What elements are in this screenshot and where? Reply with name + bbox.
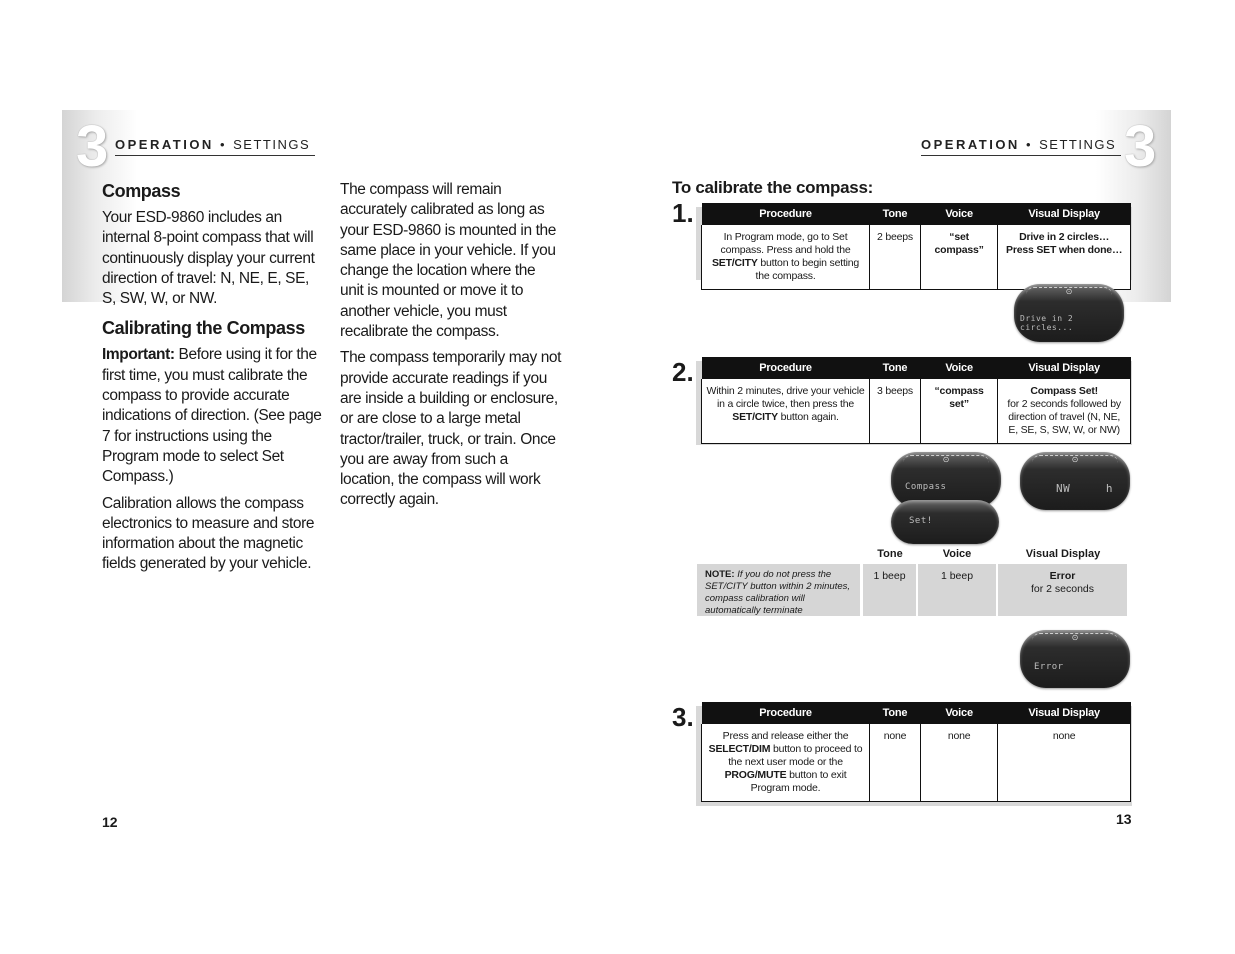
tone-header: Tone xyxy=(870,357,921,379)
visual-display-header: Visual Display xyxy=(998,702,1131,724)
note-voice-header: Voice xyxy=(942,548,972,560)
tone-cell: none xyxy=(870,724,921,802)
display-text: Error xyxy=(1034,662,1064,672)
chapter-number-left: 3 xyxy=(76,114,109,179)
note-label: NOTE: xyxy=(705,569,735,580)
tone-cell: 3 beeps xyxy=(870,379,921,444)
procedure-cell: In Program mode, go to Set compass. Press and hold the SET/CITY button to begin setting the compass. xyxy=(702,225,870,290)
visual-display-header: Visual Display xyxy=(998,357,1131,379)
procedure-table xyxy=(701,357,1131,444)
compass-knob-icon: ⊙ xyxy=(1065,287,1073,296)
header-operation: OPERATION xyxy=(115,137,214,152)
procedure-header: Procedure xyxy=(702,702,870,724)
visual-display-header: Visual Display xyxy=(998,203,1131,225)
display-text: Set! xyxy=(909,516,933,526)
calibrate-title: To calibrate the compass: xyxy=(672,178,873,197)
procedure-header: Procedure xyxy=(702,357,870,379)
note-text: If you do not press the SET/CITY button within 2 minutes, compass calibration will automatically terminate xyxy=(705,569,851,616)
important-paragraph xyxy=(102,345,326,487)
left-column xyxy=(102,180,326,581)
running-header-right xyxy=(921,137,1116,152)
chapter-number-right: 3 xyxy=(1124,114,1157,179)
procedure-table xyxy=(701,203,1131,290)
header-settings: SETTINGS xyxy=(1039,137,1117,152)
compass-heading: Compass xyxy=(102,181,181,201)
procedure-cell: Press and release either the SELECT/DIM button to proceed to the next user mode or the PROG/MUTE button to exit Program mode. xyxy=(702,724,870,802)
compass-knob-icon: ⊙ xyxy=(1071,455,1079,464)
step-1-number: 1. xyxy=(672,198,694,228)
calibration-paragraph: Calibration allows the compass electronics to measure and store information about the magnetic fields generated by your vehicle. xyxy=(102,494,315,573)
compass-knob-icon: ⊙ xyxy=(942,455,950,464)
step-2-number: 2. xyxy=(672,357,694,387)
display-set xyxy=(891,500,999,544)
voice-header: Voice xyxy=(920,357,997,379)
important-label: Important: xyxy=(102,346,175,364)
middle-column xyxy=(340,180,562,517)
recalibrate-paragraph: The compass will remain accurately calibrated as long as your ESD-9860 is mounted in the same place in your vehicle. If you change the location where the unit is mounted or move it to another vehicle, you must recalibrate the compass. xyxy=(340,181,556,341)
page-number-left: 12 xyxy=(102,814,118,830)
display-text: NW h xyxy=(1056,482,1113,495)
running-header-left xyxy=(115,137,310,152)
step-2-table xyxy=(696,357,1134,443)
note-voice-cell: 1 beep xyxy=(918,564,996,616)
tone-header: Tone xyxy=(870,203,921,225)
procedure-cell: Within 2 minutes, drive your vehicle in a circle twice, then press the SET/CITY button again. xyxy=(702,379,870,444)
header-rule-right xyxy=(921,155,1121,156)
note-tone-header: Tone xyxy=(877,548,903,560)
visual-display-cell: none xyxy=(998,724,1131,802)
step-3-number: 3. xyxy=(672,702,694,732)
display-drive-circles xyxy=(1014,284,1124,342)
display-text: Compass xyxy=(905,482,947,492)
calibrating-heading: Calibrating the Compass xyxy=(102,318,305,339)
page-number-right: 13 xyxy=(1116,811,1132,827)
voice-cell: “compass set” xyxy=(920,379,997,444)
display-error xyxy=(1020,630,1130,688)
voice-cell: “set compass” xyxy=(920,225,997,290)
display-direction xyxy=(1020,452,1130,510)
display-text: Drive in 2 circles... xyxy=(1020,314,1074,332)
step-1-table xyxy=(696,203,1134,282)
note-cell xyxy=(697,564,860,616)
note-visual-header: Visual Display xyxy=(1025,548,1101,560)
header-settings: SETTINGS xyxy=(233,137,311,152)
voice-header: Voice xyxy=(920,702,997,724)
voice-header: Voice xyxy=(920,203,997,225)
header-operation: OPERATION xyxy=(921,137,1020,152)
compass-knob-icon: ⊙ xyxy=(1071,633,1079,642)
important-text: Before using it for the first time, you must calibrate the compass to provide accurate indications of direction. (See page 7 for instructions using the Program mode to select Set Compass.) xyxy=(102,346,322,486)
tone-header: Tone xyxy=(870,702,921,724)
procedure-header: Procedure xyxy=(702,203,870,225)
note-visual-cell: Error for 2 seconds xyxy=(998,564,1127,616)
header-separator: • xyxy=(213,137,234,152)
tone-cell: 2 beeps xyxy=(870,225,921,290)
note-tone-cell: 1 beep xyxy=(863,564,916,616)
voice-cell: none xyxy=(920,724,997,802)
step-3-table xyxy=(696,702,1134,804)
visual-display-cell: Compass Set! for 2 seconds followed by direction of travel (N, NE, E, SE, S, SW, W, or NW) xyxy=(998,379,1131,444)
compass-paragraph: Your ESD-9860 includes an internal 8-point compass that will continuously display your current direction of travel: N, NE, E, SE, S, SW, W, or NW. xyxy=(102,209,315,308)
interference-paragraph: The compass temporarily may not provide accurate readings if you are inside a building or enclosure, or are close to a large metal tractor/trailer, truck, or train. Once you are away from such a location, the compass will work correctly again. xyxy=(340,349,562,509)
procedure-table xyxy=(701,702,1131,802)
visual-display-cell: Drive in 2 circles… Press SET when done… xyxy=(998,225,1131,290)
header-rule-left xyxy=(115,155,315,156)
header-separator: • xyxy=(1019,137,1040,152)
